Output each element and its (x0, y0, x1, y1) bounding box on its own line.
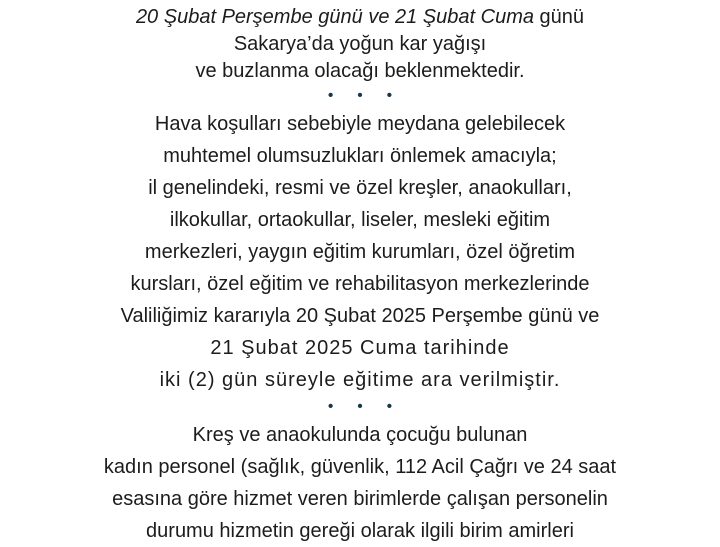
date-line-italic-text: 20 Şubat Perşembe günü ve 21 Şubat Cuma (135, 6, 534, 28)
weather-warning-paragraph (0, 4, 720, 85)
decision-line: kursları, özel eğitim ve rehabilitasyon merkezlerinde (130, 273, 590, 295)
personnel-exception-paragraph (0, 419, 720, 547)
decision-line: il genelindeki, resmi ve özel kreşler, anaokulları, (148, 177, 572, 199)
decision-line: ilkokullar, ortaokullar, liseler, mesleki eğitim (169, 209, 551, 231)
snowfall-line: Sakarya’da yoğun kar yağışı (233, 33, 487, 55)
decision-line: muhtemel olumsuzlukları önlemek amacıyla; (163, 145, 557, 167)
decision-line: iki (2) gün süreyle eğitime ara verilmiştir. (159, 369, 561, 391)
personnel-line: kadın personel (sağlık, güvenlik, 112 Acil Çağrı ve 24 saat (103, 456, 617, 478)
decision-line: 21 Şubat 2025 Cuma tarihinde (210, 337, 510, 359)
date-line-regular-text: günü (533, 6, 585, 28)
dots-separator-icon: • • • (327, 398, 403, 415)
decision-line: Valiliğimiz kararıyla 20 Şubat 2025 Perşembe günü ve (120, 305, 600, 327)
personnel-line: Kreş ve anaokulunda çocuğu bulunan (192, 424, 528, 446)
decision-line: merkezleri, yaygın eğitim kurumları, özel öğretim (144, 241, 576, 263)
personnel-line: esasına göre hizmet veren birimlerde çalışan personelin (112, 488, 608, 510)
closure-decision-paragraph (0, 108, 720, 396)
personnel-line: durumu hizmetin gereği olarak ilgili birim amirleri (146, 520, 574, 542)
date-line (0, 4, 720, 31)
decision-line: Hava koşulları sebebiyle meydana gelebilecek (154, 113, 566, 135)
dots-separator-icon: • • • (327, 87, 403, 104)
icing-line: ve buzlanma olacağı beklenmektedir. (195, 60, 525, 82)
